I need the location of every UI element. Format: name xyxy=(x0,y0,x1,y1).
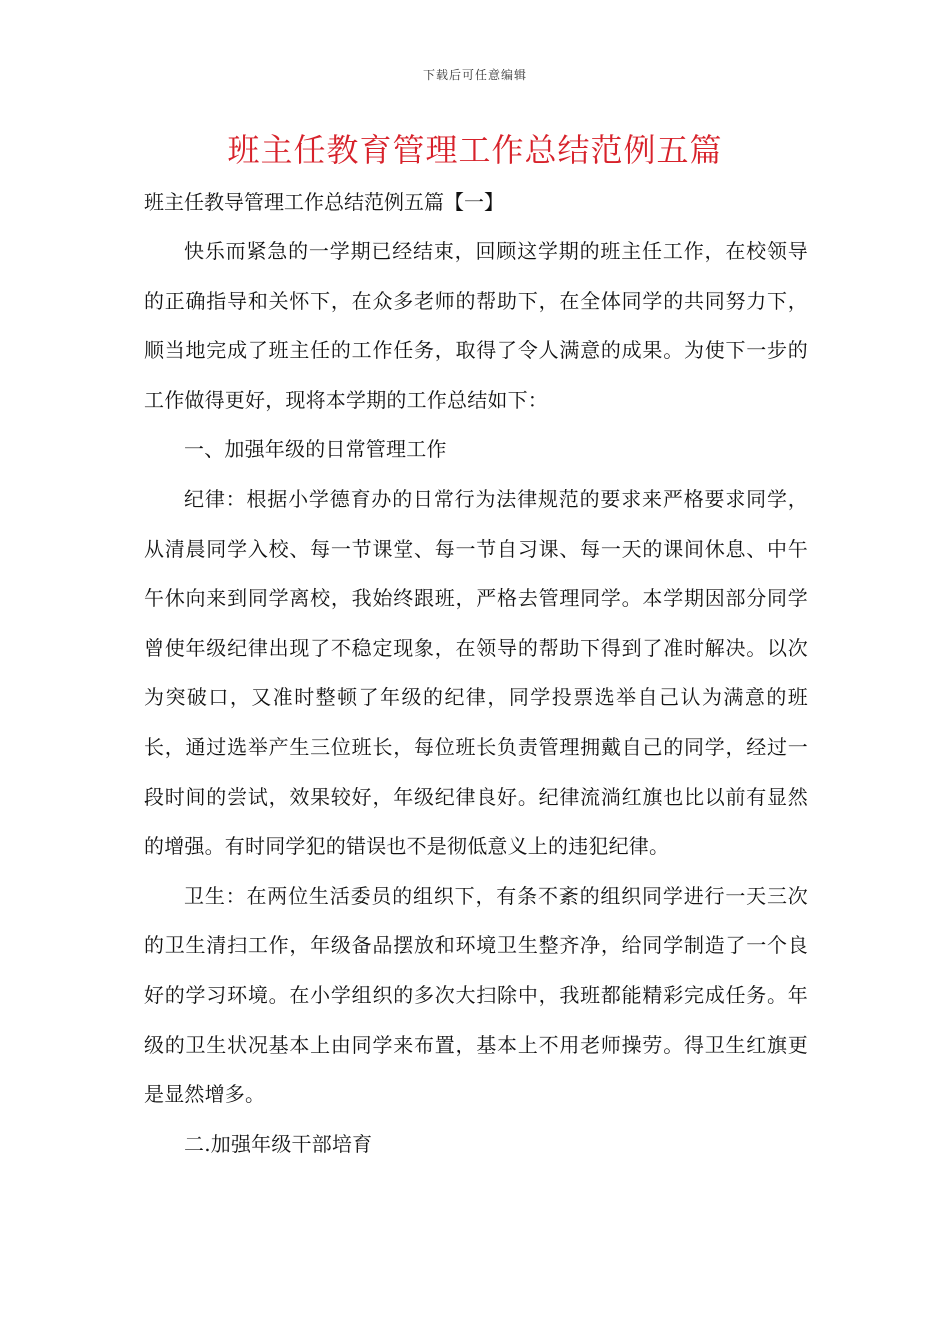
header-note: 下载后可任意编辑 xyxy=(422,68,527,82)
document-subtitle: 班主任教导管理工作总结范例五篇【一】 xyxy=(144,190,504,214)
discipline-paragraph: 纪律：根据小学德育办的日常行为法律规范的要求来严格要求同学，从清晨同学入校、每一节课堂、每一节自习课、每一天的课间休息、中午午休向来到同学离校，我始终跟班，严格去管理同学。本学期因部分同学曾使年级纪律出现了不稳定现象，在领导的帮助下得到了准时解决。以次为突破口，又准时整顿了年级的纪律，同学投票选举自己认为满意的班长，通过选举产生三位班长，每位班长负责管理拥戴自己的同学，经过一段时间的尝试，效果较好，年级纪律良好。纪律流淌红旗也比以前有显然的增强。有时同学犯的错误也不是彻低意义上的违犯纪律。 xyxy=(144,486,808,859)
document-body xyxy=(144,181,808,1169)
document-title: 班主任教育管理工作总结范例五篇 xyxy=(227,131,723,169)
hygiene-paragraph: 卫生：在两位生活委员的组织下，有条不紊的组织同学进行一天三次的卫生清扫工作，年级备品摆放和环境卫生整齐净，给同学制造了一个良好的学习环境。在小学组织的多次大扫除中，我班都能精彩完成任务。年级的卫生状况基本上由同学来布置，基本上不用老师操劳。得卫生红旗更是显然增多。 xyxy=(144,883,808,1107)
section-heading-2: 二.加强年级干部培育 xyxy=(184,1131,373,1156)
intro-paragraph: 快乐而紧急的一学期已经结束，回顾这学期的班主任工作，在校领导的正确指导和关怀下，在众多老师的帮助下，在全体同学的共同努力下，顺当地完成了班主任的工作任务，取得了令人满意的成果。为使下一步的工作做得更好，现将本学期的工作总结如下： xyxy=(144,239,808,412)
section-heading-1: 一、加强年级的日常管理工作 xyxy=(184,437,447,462)
